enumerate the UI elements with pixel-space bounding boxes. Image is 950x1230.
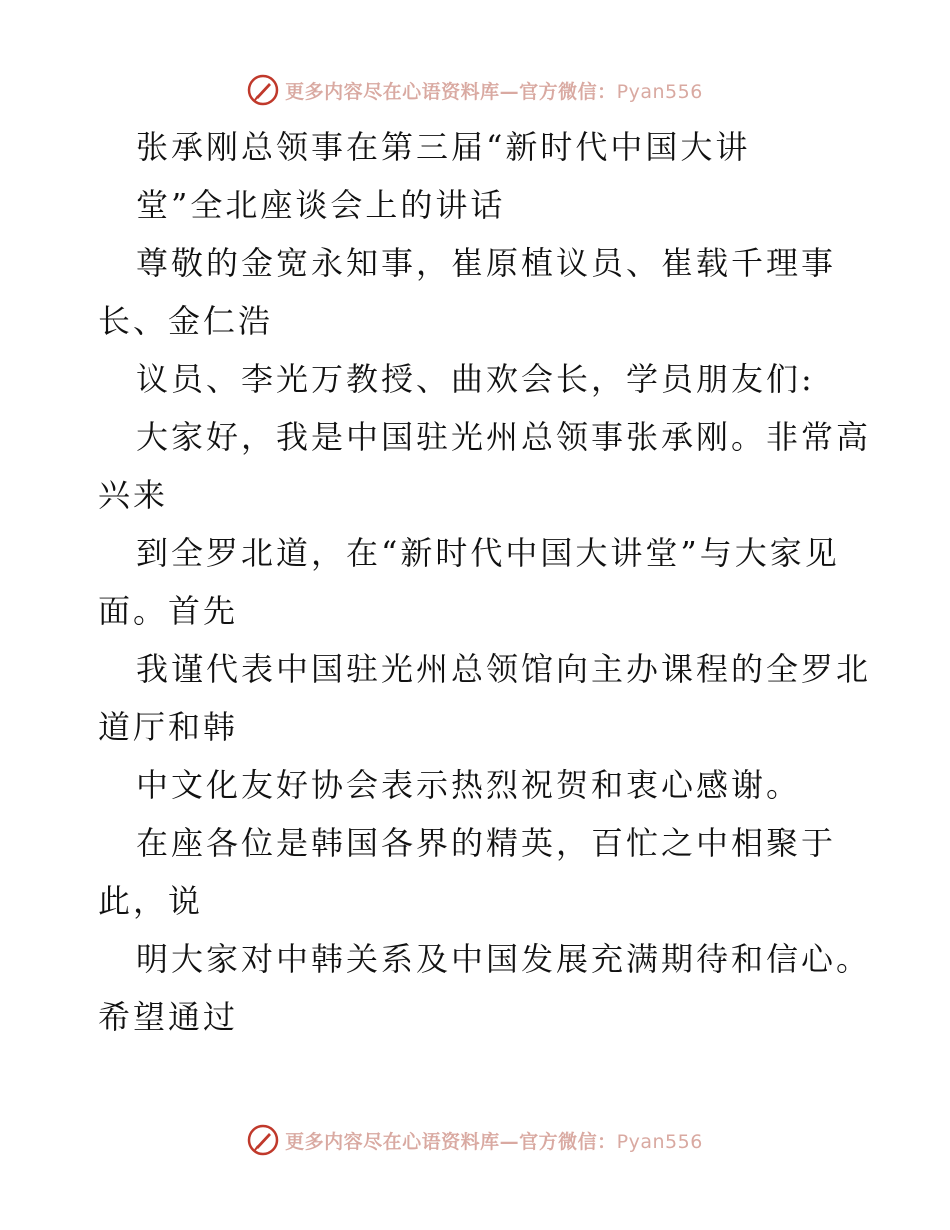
title-line-1: 张承刚总领事在第三届“新时代中国大讲	[136, 128, 751, 166]
paragraph-line: 长、金仁浩	[98, 302, 274, 340]
paragraph-line: 议员、李光万教授、曲欢会长，学员朋友们:	[136, 360, 815, 398]
paragraph-line: 希望通过	[98, 998, 239, 1036]
quill-logo-icon	[247, 74, 279, 106]
paragraph-line: 面。首先	[98, 592, 239, 630]
title-line-2: 堂”全北座谈会上的讲话	[136, 186, 506, 224]
watermark-label: 更多内容尽在心语资料库—官方微信：	[285, 1130, 617, 1153]
paragraph-line: 到全罗北道，在“新时代中国大讲堂”与大家见	[136, 534, 840, 572]
footer-watermark	[0, 1120, 950, 1160]
quill-logo-icon	[247, 1124, 279, 1156]
paragraph-line: 兴来	[98, 476, 169, 514]
watermark-text	[285, 1127, 703, 1154]
paragraph-line: 此，说	[98, 882, 204, 920]
watermark-text	[285, 77, 703, 104]
paragraph-line: 大家好，我是中国驻光州总领事张承刚。非常高	[136, 418, 872, 456]
watermark-label: 更多内容尽在心语资料库—官方微信：	[285, 80, 617, 103]
paragraph-line: 尊敬的金宽永知事，崔原植议员、崔载千理事	[136, 244, 837, 282]
paragraph-line: 我谨代表中国驻光州总领馆向主办课程的全罗北	[136, 650, 872, 688]
watermark-wechat-id: Pyan556	[616, 1130, 703, 1153]
watermark-wechat-id: Pyan556	[616, 80, 703, 103]
paragraph-line: 中文化友好协会表示热烈祝贺和衷心感谢。	[136, 766, 802, 804]
header-watermark	[0, 70, 950, 110]
paragraph-line: 在座各位是韩国各界的精英，百忙之中相聚于	[136, 824, 837, 862]
paragraph-line: 明大家对中韩关系及中国发展充满期待和信心。	[136, 940, 872, 978]
paragraph-line: 道厅和韩	[98, 708, 239, 746]
